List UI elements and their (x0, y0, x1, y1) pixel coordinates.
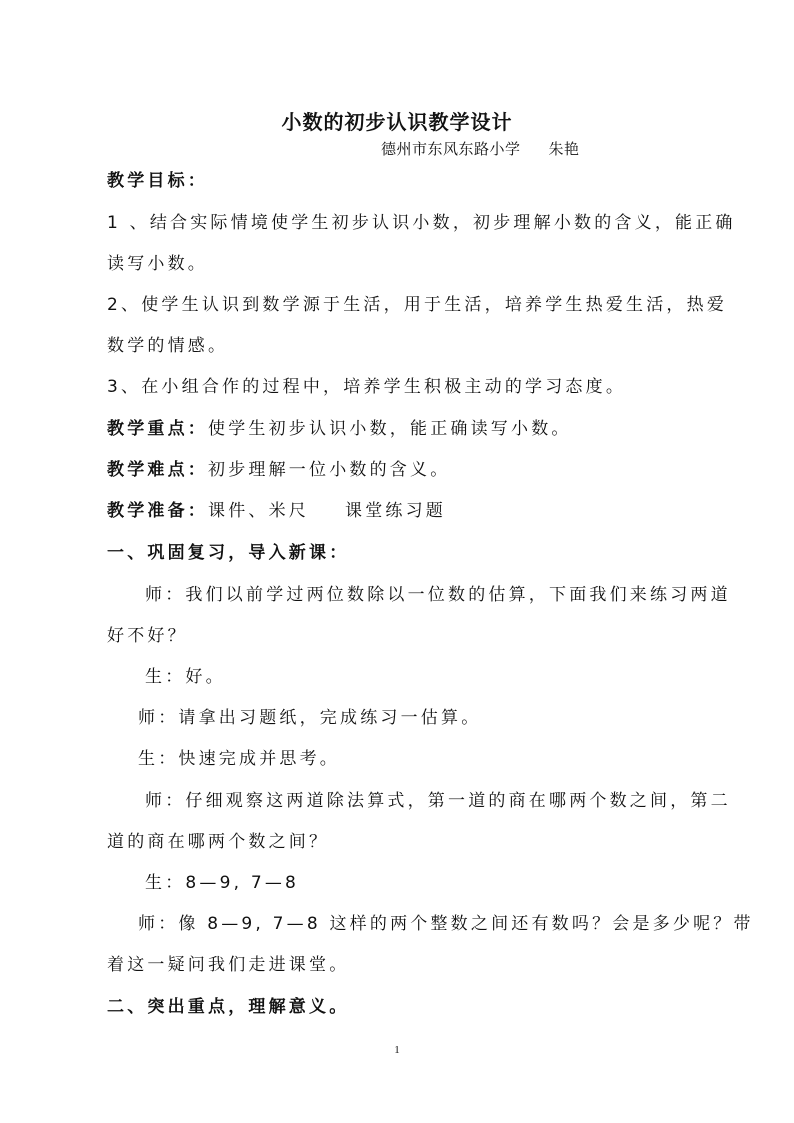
dialogue-7-line1: 师：像 8—9, 7—8 这样的两个整数之间还有数吗？会是多少呢？带 (138, 914, 754, 934)
objective-2-line1: 2、使学生认识到数学源于生活，用于生活，培养学生热爱生活，热爱 (107, 295, 728, 315)
dialogue-6: 生：8—9, 7—8 (145, 873, 300, 893)
section2-heading: 二、突出重点，理解意义。 (107, 997, 350, 1017)
dialogue-3: 师：请拿出习题纸，完成练习一估算。 (138, 708, 482, 728)
objective-3: 3、在小组合作的过程中，培养学生积极主动的学习态度。 (107, 377, 627, 397)
author-school: 德州市东风东路小学 (381, 140, 521, 158)
author-name: 朱艳 (548, 140, 580, 158)
difficulty-text: 初步理解一位小数的含义。 (208, 460, 451, 480)
key-point-text: 使学生初步认识小数，能正确读写小数。 (208, 419, 572, 439)
objective-1-line1: 1 、结合实际情境使学生初步认识小数，初步理解小数的含义，能正确 (107, 213, 736, 233)
objective-1-line2: 读写小数。 (107, 254, 208, 274)
preparation (107, 500, 446, 522)
preparation-text-b: 课堂练习题 (345, 501, 446, 521)
dialogue-2: 生：好。 (145, 667, 226, 687)
dialogue-7-line2: 着这一疑问我们走进课堂。 (107, 955, 350, 975)
dialogue-1-line1: 师：我们以前学过两位数除以一位数的估算，下面我们来练习两道 (145, 585, 731, 605)
objective-2-line2: 数学的情感。 (107, 336, 229, 356)
dialogue-5-line1: 师：仔细观察这两道除法算式，第一道的商在哪两个数之间，第二 (145, 791, 731, 811)
difficulty (107, 459, 450, 481)
dialogue-1-line2: 好不好？ (107, 626, 188, 646)
key-point (107, 418, 572, 440)
objectives-heading: 教学目标： (107, 171, 208, 191)
dialogue-5-line2: 道的商在哪两个数之间？ (107, 832, 330, 852)
key-point-label: 教学重点： (107, 419, 208, 439)
dialogue-4: 生：快速完成并思考。 (138, 749, 340, 769)
document-title: 小数的初步认识教学设计 (281, 110, 513, 134)
author-line (381, 138, 580, 159)
section1-heading: 一、巩固复习，导入新课： (107, 543, 350, 563)
preparation-text-a: 课件、米尺 (208, 501, 309, 521)
difficulty-label: 教学难点： (107, 460, 208, 480)
page-number: 1 (394, 1044, 400, 1056)
preparation-label: 教学准备： (107, 501, 208, 521)
